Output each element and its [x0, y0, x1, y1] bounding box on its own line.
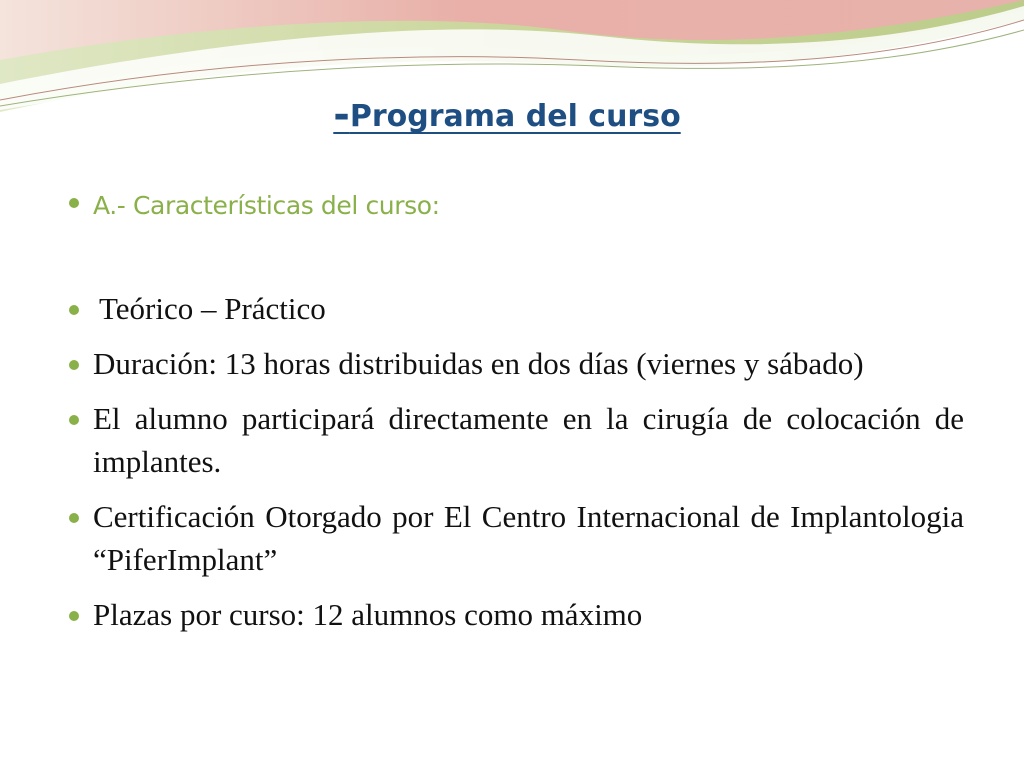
- title-text: [333, 92, 690, 138]
- list-item-text: Duración: 13 horas distribuidas en dos días (viernes y sábado): [93, 346, 864, 381]
- title-label: Programa del curso: [349, 99, 681, 134]
- bullet-list: [68, 188, 964, 636]
- list-item: [68, 495, 964, 581]
- list-item: [68, 287, 964, 330]
- list-item: [68, 593, 964, 636]
- section-heading-text: A.- Características del curso:: [93, 191, 440, 220]
- bullet-dot-icon: [69, 611, 79, 621]
- title-dash: -: [333, 92, 350, 138]
- bullet-dot-icon: [69, 198, 79, 208]
- list-item-text: Teórico – Práctico: [99, 291, 326, 326]
- bullet-dot-icon: [69, 360, 79, 370]
- list-item-text: El alumno participará directamente en la cirugía de colocación de implantes.: [93, 401, 964, 479]
- bullet-dot-icon: [69, 305, 79, 315]
- list-item-text: Certificación Otorgado por El Centro Internacional de Implantologia “PiferImplant”: [93, 499, 964, 577]
- bullet-dot-icon: [69, 415, 79, 425]
- list-item: [68, 397, 964, 483]
- slide-title: [0, 92, 1024, 138]
- bullet-dot-icon: [69, 513, 79, 523]
- section-heading: [68, 188, 964, 224]
- list-item: [68, 342, 964, 385]
- list-item-text: Plazas por curso: 12 alumnos como máximo: [93, 597, 643, 632]
